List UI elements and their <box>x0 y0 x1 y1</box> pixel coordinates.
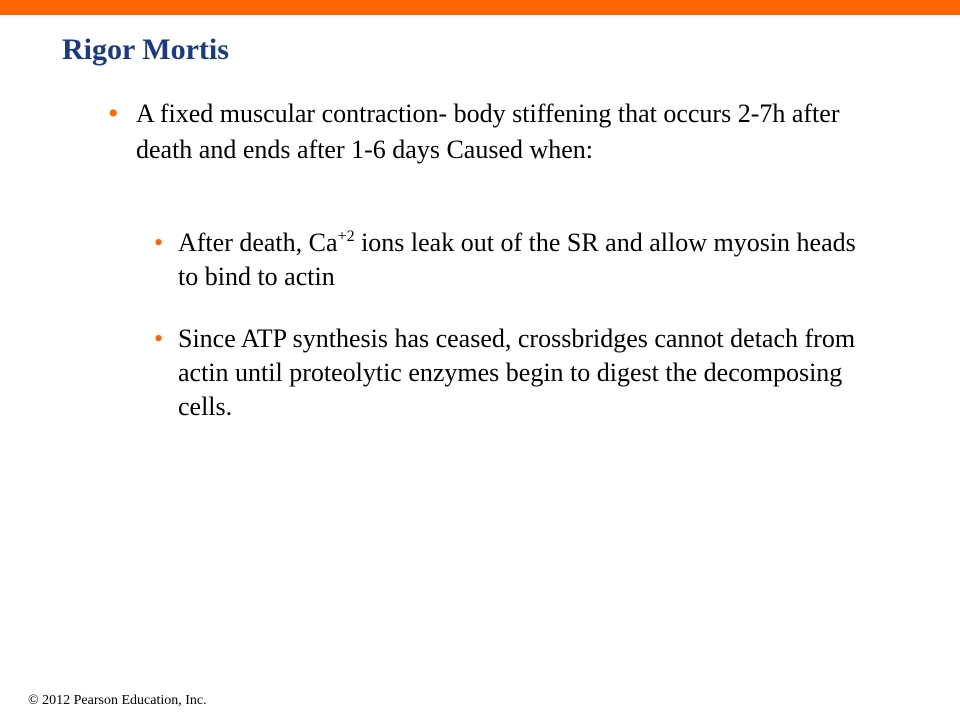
sub-point-calcium-after: ions leak out of the SR and allow myosin heads to bind to actin <box>178 228 856 291</box>
main-point-text: A fixed muscular contraction- body stiffening that occurs 2-7h after death and ends after 1-6 days Caused when: <box>136 99 840 164</box>
calcium-charge-superscript: +2 <box>337 228 355 245</box>
sub-point-atp: Since ATP synthesis has ceased, crossbridges cannot detach from actin until proteolytic enzymes begin to digest the decomposing cells. <box>178 324 856 421</box>
slide-title: Rigor Mortis <box>62 33 229 66</box>
copyright-footer: © 2012 Pearson Education, Inc. <box>28 693 207 708</box>
sub-point-calcium-before: After death, Ca <box>178 228 338 257</box>
top-accent-bar <box>0 0 960 15</box>
sub-point-calcium <box>178 226 858 294</box>
bullet-icon: • <box>154 228 164 257</box>
bullet-icon: • <box>108 97 119 130</box>
bullet-icon: • <box>154 324 164 353</box>
